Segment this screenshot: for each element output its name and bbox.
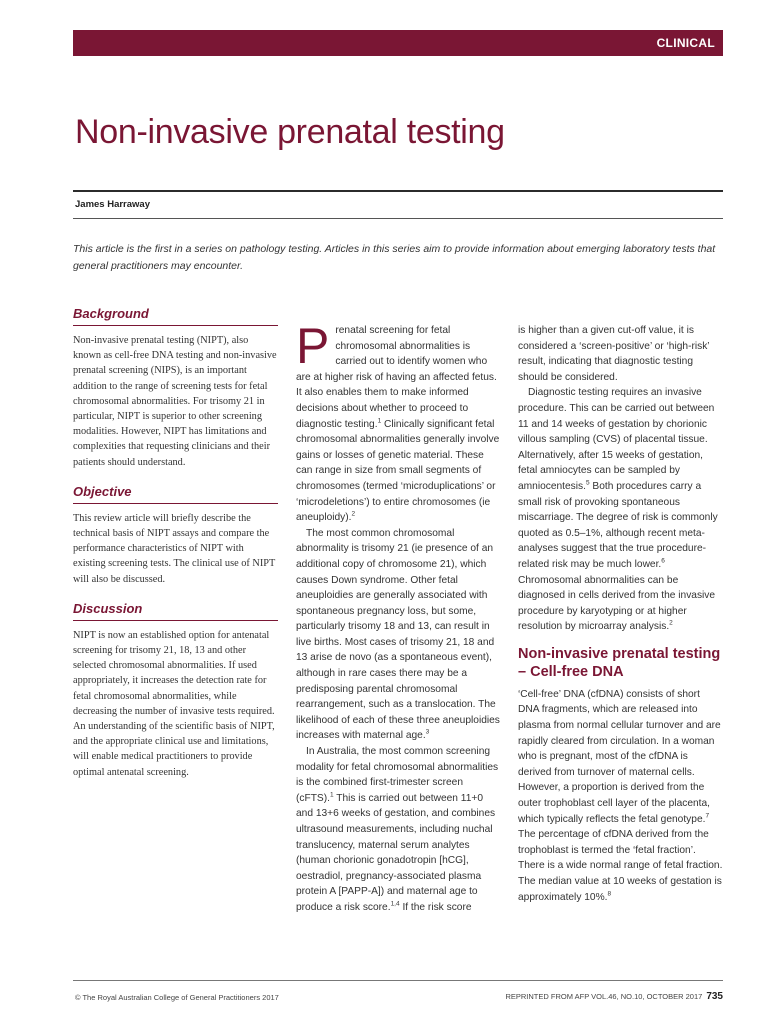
citation: 2 bbox=[351, 510, 356, 518]
reprint-citation: REPRINTED FROM AFP VOL.46, NO.10, OCTOBER 2017 bbox=[505, 992, 703, 1001]
body-paragraph-6: ‘Cell-free’ DNA (cfDNA) consists of short DNA fragments, which are released into plasma from normal cellular turnover and are rapidly cleared from circulation. In a woman who is pregnant, most of the cfDNA is derived from turnover of maternal cells. However, a proportion is derived from the outer trophoblast cell layer of the placenta, which typically reflects the fetal genotype.$^7$ The percentage of cfDNA derived from the trophoblast is termed the ‘fetal fraction’. There is a wide normal range of fetal fraction. The median value at 10 weeks of gestation is approximately 10%.$^8$ bbox=[518, 688, 723, 903]
citation: 7 bbox=[705, 812, 710, 820]
abstract-column bbox=[73, 306, 278, 794]
citation: 6 bbox=[661, 557, 665, 565]
series-intro: This article is the first in a series on pathology testing. Articles in this series aim to provide information about emerging laboratory tests that general practitioners may encounter. bbox=[73, 243, 716, 272]
copyright-notice: © The Royal Australian College of General Practitioners 2017 bbox=[75, 993, 279, 1002]
author-divider bbox=[73, 218, 723, 219]
footer-reprint bbox=[505, 991, 723, 1002]
discussion-text: NIPT is now an established option for antenatal screening for trisomy 21, 18, 13 and other selected chromosomal abnormalities. If used appropriately, it increases the detection rate for fetal chromosomal abnormalities, while decreasing the number of invasive tests required. An understanding of the scientific basis of NIPT, and the appropriate clinical use and limitations, will enable medical practitioners to provide optimal antenatal screening. bbox=[73, 629, 275, 778]
citation: 8 bbox=[607, 890, 612, 898]
body-paragraph-2: The most common chromosomal abnormality is trisomy 21 (ie presence of an additional copy of chromosome 21), which causes Down syndrome. Other fetal aneuploidies are generally associated with spontaneous pregnancy loss, but some, particularly trisomy 18 and 13, can result in live births. Most cases of trisomy 21, 18 and 13 arise de novo (as a spontaneous event), although in rare cases there may be a predisposing parental chromosomal rearrangement, such as a translocation. The likelihood of each of these three aneuploidies increases with maternal age.$^3$ bbox=[296, 527, 500, 742]
drop-cap: P bbox=[296, 318, 330, 374]
citation: 1 bbox=[329, 791, 334, 799]
page-number: 735 bbox=[706, 991, 723, 1002]
objective-heading: Objective bbox=[73, 484, 278, 504]
citation: 2 bbox=[669, 619, 673, 627]
body-paragraph-5: Diagnostic testing requires an invasive procedure. This can be carried out between 11 and 14 weeks of gestation by chorionic villous sampling (CVS) of placental tissue. Alternatively, after 15 weeks of gestation, fetal amniocytes can be sampled by amniocentesis.$^5$ Both procedures carry a small risk of provoking spontaneous miscarriage. The degree of risk is commonly quoted as 0.5–1%, although recent meta-analyses suggest that the true procedure-related risk may be much lower.$^6$ Chromosomal abnormalities can be diagnosed in cells derived from the invasive procedure by karyotyping or at higher resolution by microarray analysis.$^2$ bbox=[518, 387, 718, 633]
body-column-1 bbox=[296, 318, 501, 916]
citation: 3 bbox=[425, 729, 430, 737]
author-name: James Harraway bbox=[75, 199, 150, 210]
objective-text: This review article will briefly describe the technical basis of NIPT assays and compare the performance characteristics of NIPT with existing screening tests. The clinical use of NIPT will also be discussed. bbox=[73, 512, 276, 585]
body-paragraph-1: Prenatal screening for fetal chromosomal abnormalities is carried out to identify women who are at higher risk of having an affected fetus. It also enables them to make informed decisions about whether to proceed to diagnostic testing.$^1$ Clinically significant fetal chromosomal abnormalities generally involve gains or losses of genetic material. These can range in size from small segments of chromosomes (termed ‘microduplications’ or ‘microdeletions’) to entire chromosomes (ie aneuploidy).$^2$ bbox=[296, 318, 500, 524]
body-column-2 bbox=[518, 323, 723, 905]
background-heading: Background bbox=[73, 306, 278, 326]
footer-divider bbox=[73, 980, 723, 981]
section-label: CLINICAL bbox=[656, 36, 715, 50]
discussion-heading: Discussion bbox=[73, 601, 278, 621]
citation: 1 bbox=[377, 417, 382, 425]
section-subheading: Non-invasive prenatal testing – Cell-free DNA bbox=[518, 645, 721, 680]
citation: 1,4 bbox=[390, 900, 400, 908]
body-paragraph-4: is higher than a given cut-off value, it is considered a ‘screen-positive’ or ‘high-risk’ result, indicating that diagnostic testing should be considered. bbox=[518, 325, 710, 383]
article-title: Non-invasive prenatal testing bbox=[75, 113, 505, 151]
background-text: Non-invasive prenatal testing (NIPT), also known as cell-free DNA testing and non-invasive prenatal screening (NIPS), is an important addition to the range of screening tests for fetal chromosomal abnormalities. For trisomy 21 in particular, NIPT is superior to other screening modalities. However, NIPT has limitations and complexities that requesting clinicians and their patients should understand. bbox=[73, 335, 277, 468]
title-divider bbox=[73, 190, 723, 192]
body-paragraph-3: In Australia, the most common screening modality for fetal chromosomal abnormalities is the combined first-trimester screen (cFTS).$^1$ This is carried out between 11+0 and 13+6 weeks of gestation, and combines ultrasound measurements, including nuchal translucency, maternal serum analytes (human chorionic gonadotropin [hCG], oestradiol, pregnancy-associated plasma protein A [PAPP-A]) and maternal age to produce a risk score.$^{1,4}$ If the risk score bbox=[296, 746, 499, 913]
section-band bbox=[73, 30, 723, 56]
citation: 5 bbox=[585, 479, 590, 487]
